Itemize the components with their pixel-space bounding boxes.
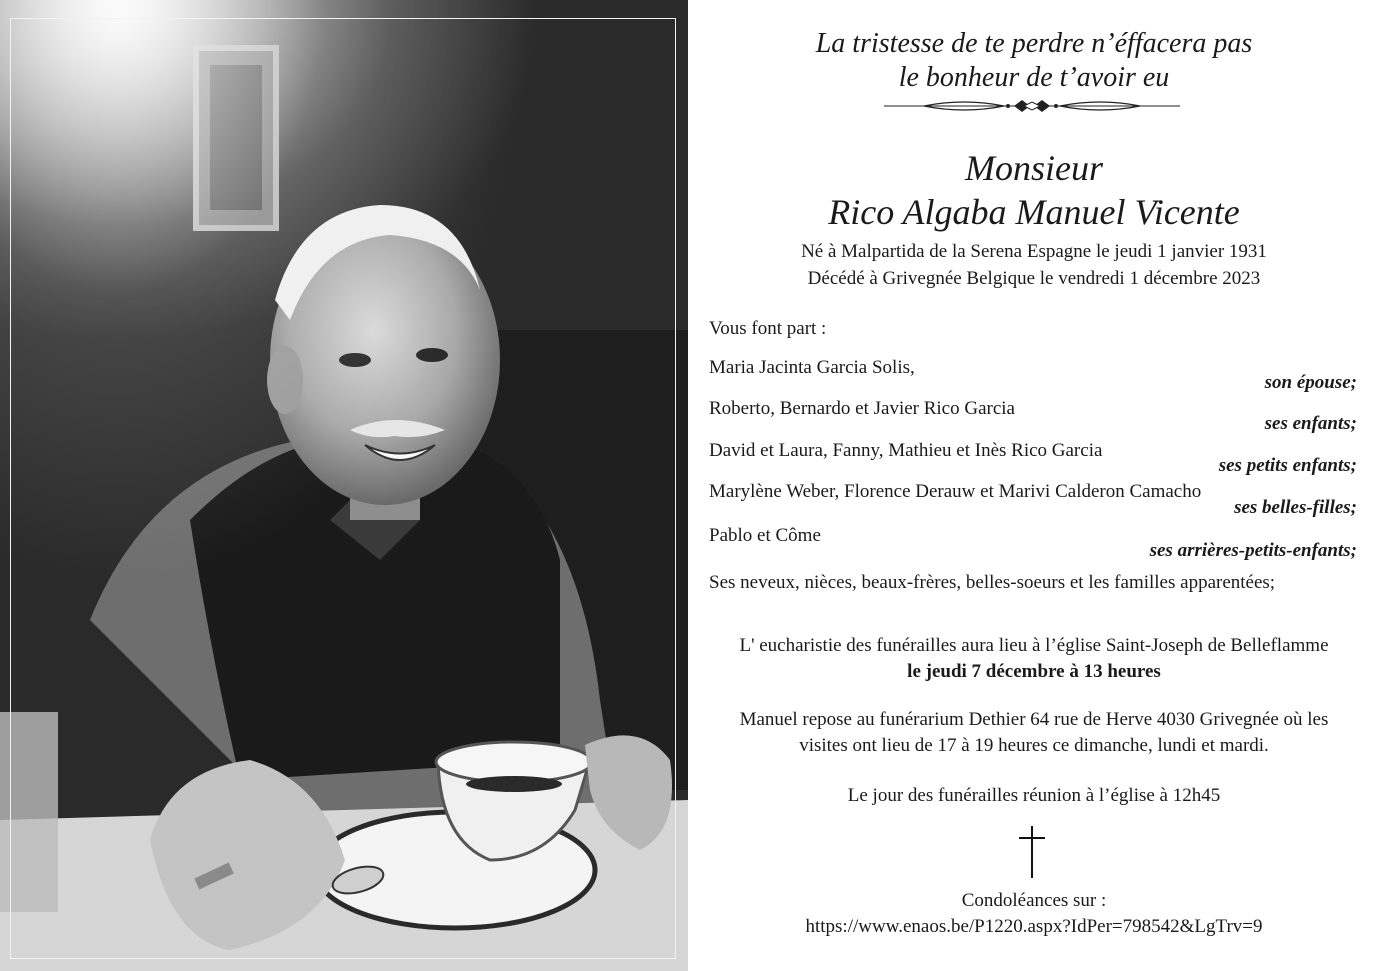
obituary-text-panel [690, 0, 1378, 971]
family-relation: ses arrières-petits-enfants; [1149, 540, 1357, 561]
family-names: Maria Jacinta Garcia Solis, [709, 357, 915, 378]
ornament-divider-icon [884, 96, 1180, 116]
funeral-date: le jeudi 7 décembre à 13 heures [907, 661, 1161, 682]
quote-line-2: le bonheur de t’avoir eu [898, 62, 1170, 93]
funeral-line-1: L' eucharistie des funérailles aura lieu à l’église Saint-Joseph de Belleflamme [739, 635, 1329, 656]
extended-family: Ses neveux, nièces, beaux-frères, belles-soeurs et les familles apparentées; [709, 572, 1276, 593]
family-row [709, 440, 1357, 484]
family-names: Marylène Weber, Florence Derauw et Marivi Calderon Camacho [709, 481, 1202, 502]
condolences [690, 888, 1378, 940]
portrait-illustration [0, 0, 688, 971]
announce-label: Vous font part : [709, 318, 827, 339]
condolences-link[interactable]: https://www.enaos.be/P1220.aspx?IdPer=798542&LgTrv=9 [805, 916, 1263, 937]
full-name: Rico Algaba Manuel Vicente [828, 192, 1240, 232]
condolences-label: Condoléances sur : [961, 890, 1107, 911]
family-relation: ses petits enfants; [1218, 455, 1357, 476]
family-row [709, 357, 1357, 401]
visits-line-2: visites ont lieu de 17 à 19 heures ce dimanche, lundi et mardi. [799, 735, 1269, 756]
deceased-name [690, 146, 1378, 234]
family-names: Roberto, Bernardo et Javier Rico Garcia [709, 398, 1015, 419]
family-names: Pablo et Côme [709, 525, 821, 546]
cross-icon [1012, 824, 1052, 880]
life-dates [690, 238, 1378, 292]
family-row [709, 398, 1357, 442]
funeral-info [690, 633, 1378, 685]
family-relation: ses enfants; [1264, 413, 1357, 434]
family-relation: ses belles-filles; [1234, 497, 1357, 518]
family-row [709, 525, 1357, 569]
honorific: Monsieur [965, 148, 1103, 188]
birth-line: Né à Malpartida de la Serena Espagne le jeudi 1 janvier 1931 [801, 241, 1267, 262]
family-row [709, 481, 1357, 525]
quote-line-1: La tristesse de te perdre n’éffacera pas [815, 28, 1253, 59]
meeting-info: Le jour des funérailles réunion à l’église à 12h45 [847, 785, 1221, 806]
family-relation: son épouse; [1264, 372, 1357, 393]
portrait-photo [0, 0, 688, 971]
visits-info [690, 707, 1378, 759]
death-line: Décédé à Grivegnée Belgique le vendredi 1 décembre 2023 [807, 268, 1261, 289]
visits-line-1: Manuel repose au funérarium Dethier 64 rue de Herve 4030 Grivegnée où les [739, 709, 1329, 730]
family-names: David et Laura, Fanny, Mathieu et Inès Rico Garcia [709, 440, 1103, 461]
memorial-quote [690, 27, 1378, 95]
